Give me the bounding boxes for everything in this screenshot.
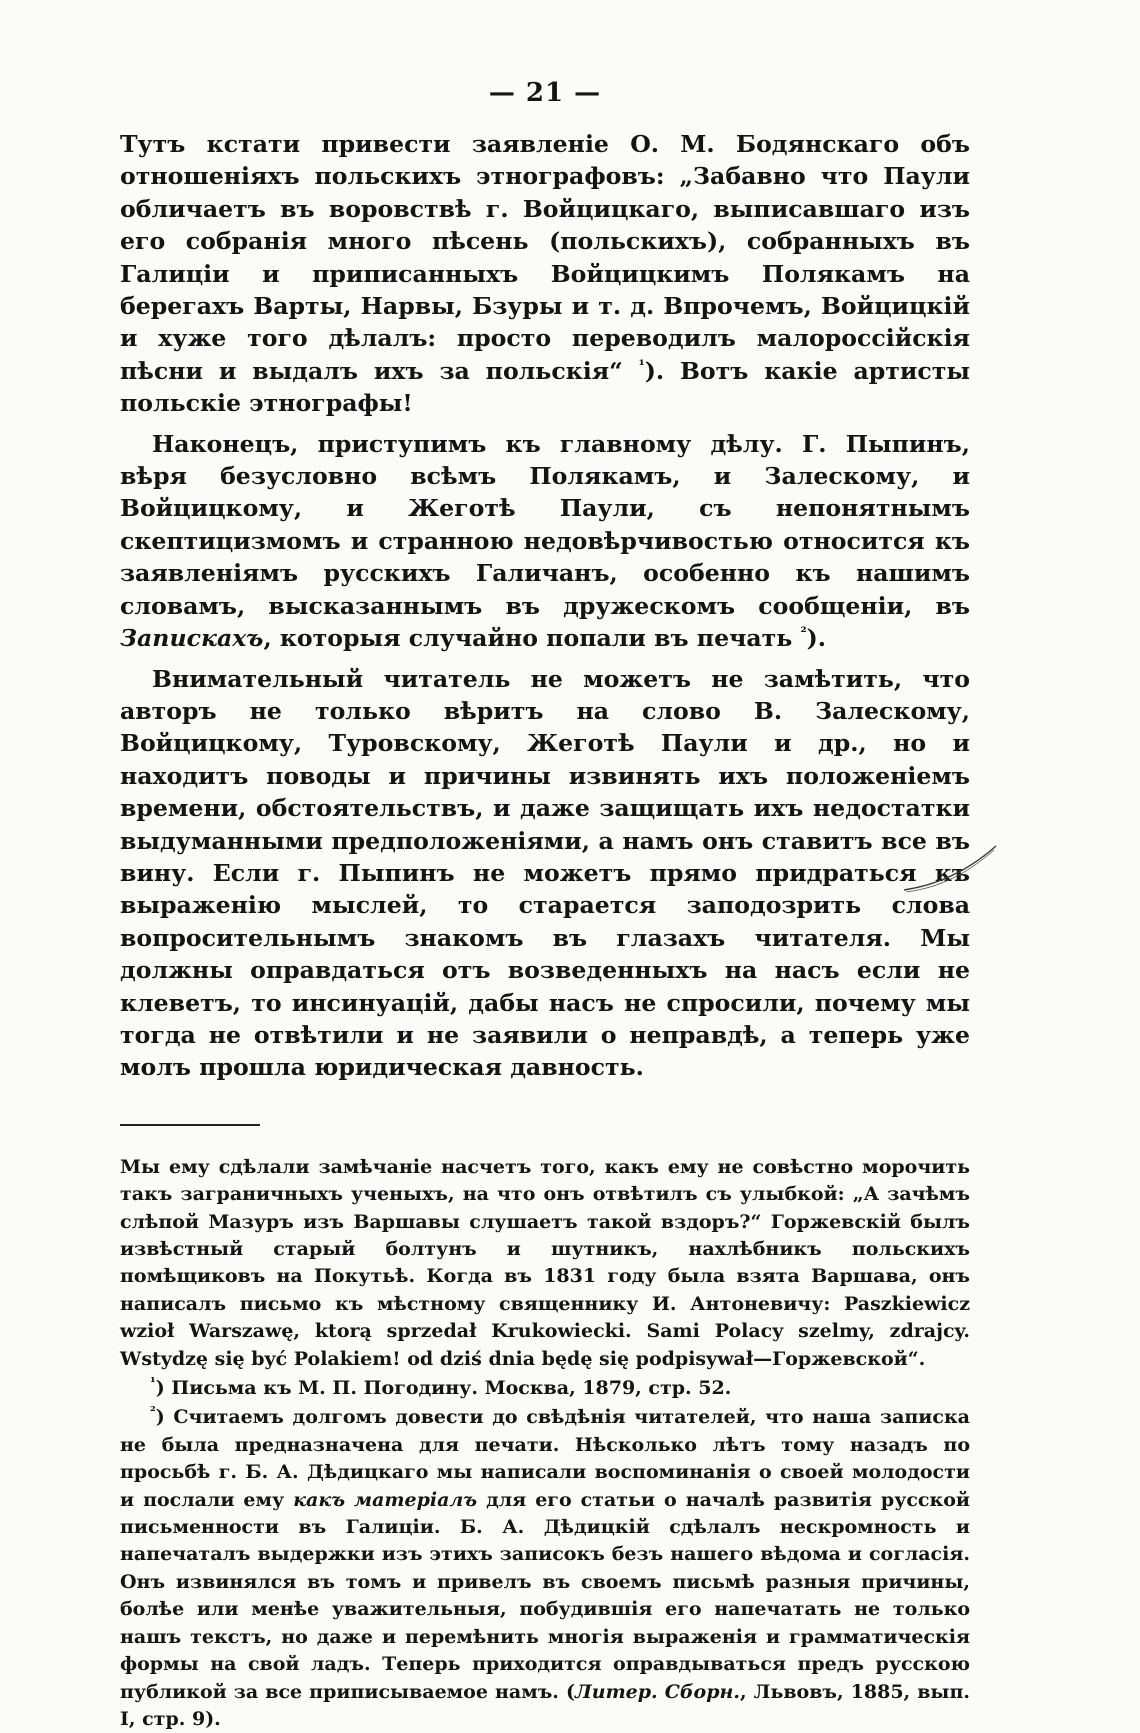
footnote-2-mark: ² [150,1405,156,1421]
paragraph-2 [120,428,970,655]
paragraph-2-italic: Запискахъ [120,624,264,653]
page-number: — 21 — [488,78,602,108]
footnotes [120,1154,970,1733]
paragraph-1-text: Тутъ кстати привести заявленіе О. М. Бодянскаго объ отношеніяхъ польскихъ этнографовъ: „Забавно что Паули обличаетъ въ воровствѣ г. Войцицкаго, выписавшаго изъ его собранія много пѣсень (польскихъ), собранныхъ въ Галиціи и приписанныхъ Войцицкимъ Полякамъ на берегахъ Варты, Нарвы, Бзуры и т. д. Впрочемъ, Войцицкій и хуже того дѣлалъ: просто переводилъ малороссійскія пѣсни и выдалъ ихъ за польскія“ [120,130,970,385]
footnote-continuation: Мы ему сдѣлали замѣчаніе насчетъ того, какъ ему не совѣстно морочить такъ заграничныхъ ученыхъ, на что онъ отвѣтилъ съ улыбкой: „А зачѣмъ слѣпой Мазуръ изъ Варшавы слушаетъ такой вздоръ?“ Горжевскій былъ извѣстный старый болтунъ и шутникъ, нахлѣбникъ польскихъ помѣщиковъ на Покутьѣ. Когда въ 1831 году была взята Варшава, онъ написалъ письмо къ мѣстному священнику И. Антоневичу: Paszkiewicz wzioł Warszawę, ktorą sprzedał Krukowiecki. Sami Polacy szelmy, zdrajcy. Wstydzę się być Polakiem! od dziś dnia będę się podpisywał—Горжевской“. [120,1155,970,1370]
paragraph-2-tail: ). [806,624,827,653]
paragraph-2-text2: , которыя случайно попали въ печать [263,624,793,653]
footnote-1-text: ) Письма къ М. П. Погодину. Москва, 1879, стр. 52. [155,1377,732,1400]
footnote-2-text: ) Считаемъ долгомъ довести до свѣдѣнія читателей, что наша записка не была предназначена для печати. Нѣсколько лѣтъ тому назадъ по просьбѣ г. Б. А. Дѣдицкаго мы написали воспоминанія о своей молодости и послали ему [120,1406,970,1511]
footnote-1 [120,1375,970,1402]
paragraph-3-text: Внимательный читатель не можетъ не замѣтить, что авторъ не только вѣритъ на слово В. Залескому, Войцицкому, Туровскому, Жеготѣ Паули и др., но и находитъ поводы и причины извинять ихъ положеніемъ времени, обстоятельствъ, и даже защищать ихъ недостатки выдуманными предположеніями, а намъ онъ ставитъ все въ вину. Если г. Пыпинъ не можетъ прямо придраться къ выраженію мыслей, то старается заподозрить слова вопросительнымъ знакомъ въ глазахъ читателя. Мы должны оправдаться отъ возведенныхъ на насъ если не клеветъ, то инсинуацій, дабы насъ не спросили, почему мы тогда не отвѣтили и не заявили о неправдѣ, а теперь уже молъ прошла юридическая давность. [120,664,970,1082]
footnote-ref-2: ² [800,625,807,642]
main-text [120,128,970,1084]
paragraph-3 [120,663,970,1084]
footnote-ref-1: ¹ [638,357,645,374]
footnote-2-text3: , Львовъ, 1885, вып. I, стр. 9). [120,1680,970,1730]
paragraph-2-text: Наконецъ, приступимъ къ главному дѣлу. Г. Пыпинъ, вѣря безусловно всѣмъ Полякамъ, и Залескому, и Войцицкому, и Жеготѣ Паули, съ непонятнымъ скептицизмомъ и странною недовѣрчивостью относится къ заявленіямъ русскихъ Галичанъ, особенно къ нашимъ словамъ, высказаннымъ въ дружескомъ сообщеніи, въ [120,429,970,620]
footnote-2-italic2: Литер. Сборн. [574,1680,740,1703]
footnote-2-text2: для его статьи о началѣ развитія русской письменности въ Галиціи. Б. А. Дѣдицкій сдѣлалъ нескромность и напечаталъ выдержки изъ этихъ записокъ безъ нашего вѣдома и согласія. Онъ извинялся въ томъ и привелъ въ своемъ письмѣ разныя причины, болѣе или менѣе уважительныя, побудившія его напечатать не только нашъ текстъ, но даже и перемѣнить многія выраженія и грамматическія формы на свой ладъ. Теперь приходится оправдываться предъ русскою публикой за все приписываемое намъ. ( [120,1488,970,1703]
footnote-divider [120,1124,260,1126]
paragraph-1 [120,128,970,420]
footnote-2-italic: какъ матеріалъ [293,1488,478,1511]
pencil-annotation-mark [900,842,1000,902]
footnote-2 [120,1404,970,1733]
paragraph-1-tail: ). Вотъ какіе артисты польскіе этнографы! [120,356,971,418]
footnote-1-mark: ¹ [150,1375,156,1391]
